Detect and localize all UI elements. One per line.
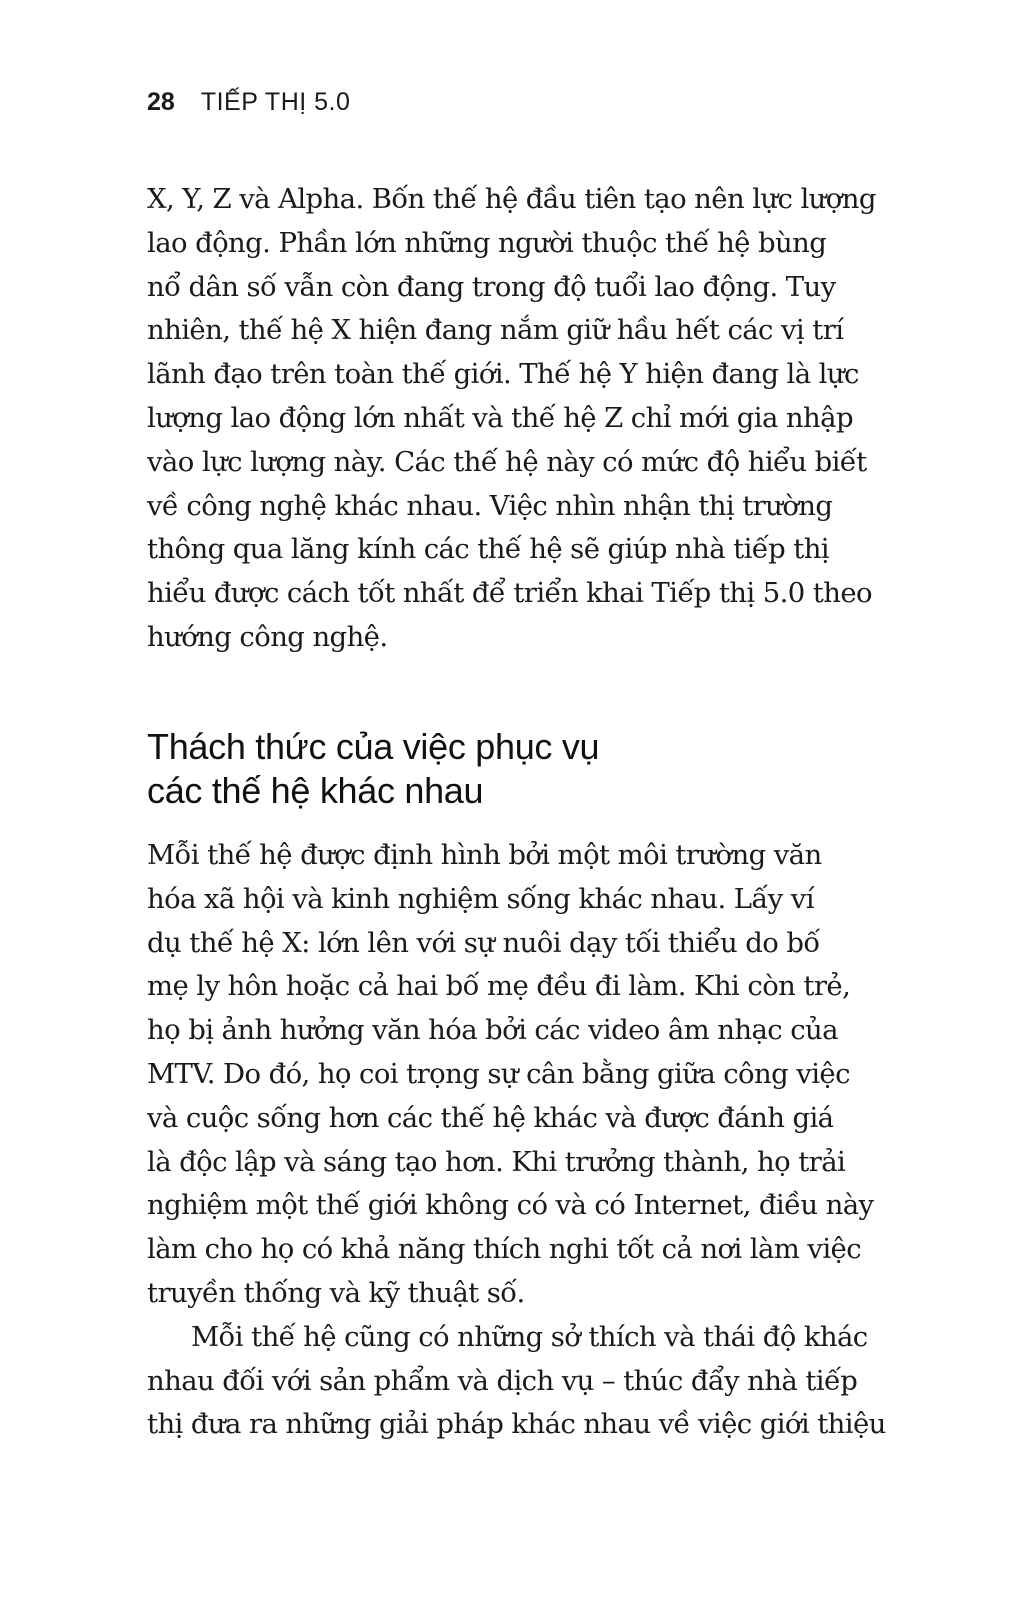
text-line: thông qua lăng kính các thế hệ sẽ giúp nhà tiếp thị [147, 533, 829, 566]
text-line: Mỗi thế hệ được định hình bởi một môi trường văn [147, 839, 822, 871]
text-line: họ bị ảnh hưởng văn hóa bởi các video âm nhạc của [147, 1014, 838, 1047]
text-line: mẹ ly hôn hoặc cả hai bố mẹ đều đi làm. Khi còn trẻ, [147, 970, 851, 1003]
heading-line: các thế hệ khác nhau [147, 770, 484, 811]
text-line: lãnh đạo trên toàn thế giới. Thế hệ Y hiện đang là lực [147, 358, 859, 391]
text-line: về công nghệ khác nhau. Việc nhìn nhận thị trường [147, 489, 833, 522]
text-line: là độc lập và sáng tạo hơn. Khi trưởng thành, họ trải [147, 1145, 846, 1178]
text-line: lao động. Phần lớn những người thuộc thế hệ bùng [147, 226, 827, 259]
text-line-indented: Mỗi thế hệ cũng có những sở thích và thái độ khác [191, 1320, 868, 1353]
text-line: nghiệm một thế giới không có và có Internet, điều này [147, 1189, 874, 1222]
text-line: nhau đối với sản phẩm và dịch vụ – thúc đẩy nhà tiếp [147, 1364, 858, 1397]
book-title: TIẾP THỊ 5.0 [200, 88, 351, 116]
text-line: thị đưa ra những giải pháp khác nhau về việc giới thiệu [147, 1408, 886, 1441]
text-line: hiểu được cách tốt nhất để triển khai Tiếp thị 5.0 theo [147, 577, 872, 610]
text-line: vào lực lượng này. Các thế hệ này có mức độ hiểu biết [147, 445, 867, 478]
page-number: 28 [147, 88, 175, 116]
text-line: lượng lao động lớn nhất và thế hệ Z chỉ mới gia nhập [147, 401, 853, 434]
text-line: làm cho họ có khả năng thích nghi tốt cả nơi làm việc [147, 1233, 862, 1266]
paragraph-body [147, 834, 886, 1447]
text-line: hóa xã hội và kinh nghiệm sống khác nhau. Lấy ví [147, 882, 814, 915]
text-line: hướng công nghệ. [147, 620, 388, 653]
text-line: dụ thế hệ X: lớn lên với sự nuôi dạy tối thiểu do bố [147, 926, 820, 959]
heading-line: Thách thức của việc phục vụ [147, 726, 600, 767]
text-line: X, Y, Z và Alpha. Bốn thế hệ đầu tiên tạo nên lực lượng [147, 183, 876, 215]
text-line: nổ dân số vẫn còn đang trong độ tuổi lao động. Tuy [147, 270, 836, 303]
text-line: và cuộc sống hơn các thế hệ khác và được đánh giá [147, 1101, 834, 1134]
text-line: truyền thống và kỹ thuật số. [147, 1276, 525, 1309]
text-line: nhiên, thế hệ X hiện đang nắm giữ hầu hết các vị trí [147, 314, 844, 347]
section-heading [147, 725, 599, 813]
text-line: MTV. Do đó, họ coi trọng sự cân bằng giữa công việc [147, 1057, 850, 1090]
paragraph-intro [147, 178, 876, 660]
running-header [147, 88, 350, 117]
